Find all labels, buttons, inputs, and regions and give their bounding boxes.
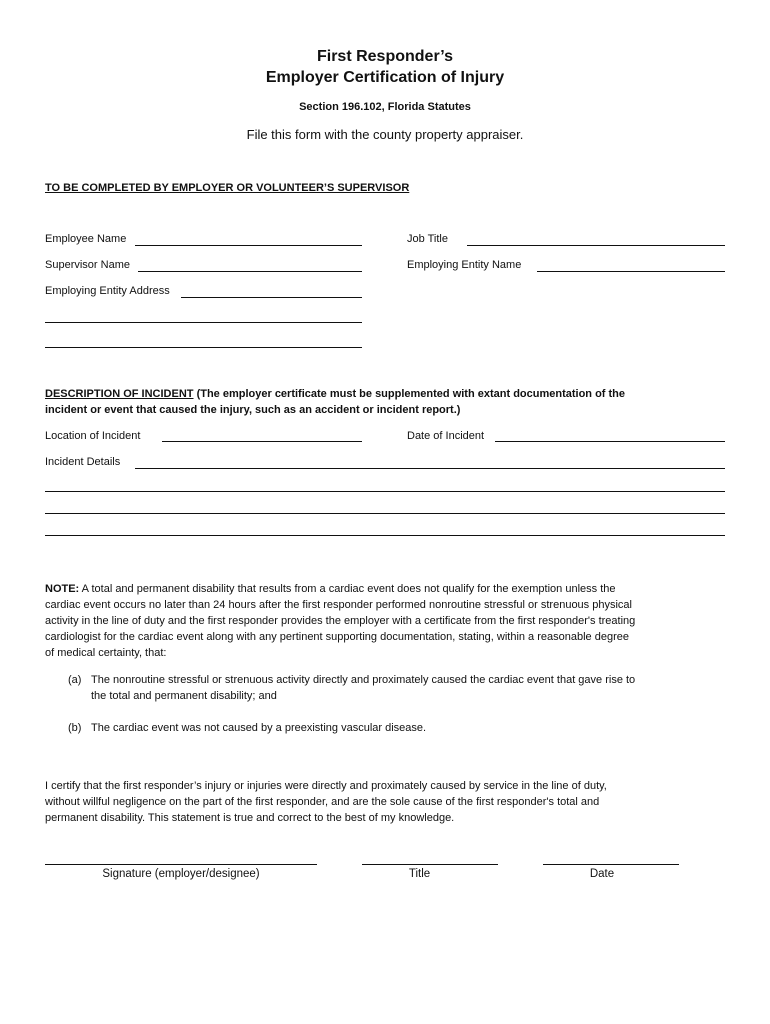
- employee-name-field[interactable]: [135, 245, 362, 246]
- certification-paragraph: [45, 778, 735, 826]
- employing-entity-address-field-3[interactable]: [45, 347, 362, 348]
- filing-instruction: File this form with the county property appraiser.: [246, 127, 524, 142]
- job-title-label: Job Title: [407, 233, 448, 245]
- note-line-1: A total and permanent disability that results from a cardiac event does not qualify for the exemption unless the: [79, 583, 616, 595]
- employing-entity-name-field[interactable]: [537, 271, 725, 272]
- employer-section-heading: TO BE COMPLETED BY EMPLOYER OR VOLUNTEER’S SUPERVISOR: [45, 182, 410, 194]
- employing-entity-name-label: Employing Entity Name: [407, 259, 522, 271]
- note-line-3: activity in the line of duty and the first responder provides the employer with a certificate from the first responder's treating: [45, 615, 636, 627]
- incident-details-field-3[interactable]: [45, 513, 725, 514]
- employing-entity-address-field-2[interactable]: [45, 322, 362, 323]
- incident-details-field-1[interactable]: [135, 468, 725, 469]
- incident-section-heading: [45, 388, 625, 400]
- date-caption: Date: [589, 868, 615, 880]
- incident-heading-underlined: DESCRIPTION OF INCIDENT: [45, 388, 194, 400]
- note-item-a-marker: (a): [68, 674, 82, 686]
- note-item-b: The cardiac event was not caused by a preexisting vascular disease.: [91, 722, 427, 734]
- supervisor-name-label: Supervisor Name: [45, 259, 130, 271]
- employee-name-label: Employee Name: [45, 233, 127, 245]
- date-of-incident-label: Date of Incident: [407, 430, 485, 442]
- title-field[interactable]: [362, 864, 498, 865]
- employing-entity-address-label: Employing Entity Address: [45, 285, 170, 297]
- certification-line-2: without willful negligence on the part of the first responder, and are the sole cause of the first responder's total and: [45, 796, 600, 808]
- certification-line-1: I certify that the first responder’s injury or injuries were directly and proximately caused by service in the line of duty,: [45, 780, 607, 792]
- signature-field[interactable]: [45, 864, 317, 865]
- statute-reference: Section 196.102, Florida Statutes: [299, 101, 471, 113]
- job-title-field[interactable]: [467, 245, 725, 246]
- title-caption: Title: [408, 868, 431, 880]
- date-of-incident-field[interactable]: [495, 441, 725, 442]
- note-line-4: cardiologist for the cardiac event along with any pertinent supporting documentation, stating, within a reasonable degree: [45, 631, 629, 643]
- note-item-b-marker: (b): [68, 722, 82, 734]
- note-line-5: of medical certainty, that:: [45, 647, 167, 659]
- form-title-line1: First Responder’s: [316, 48, 454, 65]
- date-field[interactable]: [543, 864, 679, 865]
- location-of-incident-field[interactable]: [162, 441, 362, 442]
- note-item-a-line-2: the total and permanent disability; and: [91, 690, 277, 702]
- incident-details-field-2[interactable]: [45, 491, 725, 492]
- incident-heading-line2: incident or event that caused the injury, such as an accident or incident report.): [45, 404, 461, 416]
- note-label: NOTE:: [45, 583, 80, 595]
- note-line-2: cardiac event occurs no later than 24 hours after the first responder performed nonroutine stressful or strenuous physical: [45, 599, 632, 611]
- incident-details-field-4[interactable]: [45, 535, 725, 536]
- supervisor-name-field[interactable]: [138, 271, 362, 272]
- location-of-incident-label: Location of Incident: [45, 430, 141, 442]
- certification-line-3: permanent disability. This statement is true and correct to the best of my knowledge.: [45, 812, 455, 824]
- note-item-a-line-1: The nonroutine stressful or strenuous activity directly and proximately caused the cardiac event that gave rise to: [91, 674, 636, 686]
- incident-details-label: Incident Details: [45, 456, 121, 468]
- note-paragraph: [45, 581, 735, 661]
- incident-heading-rest: (The employer certificate must be supplemented with extant documentation of the: [193, 388, 626, 400]
- form-title-line2: Employer Certification of Injury: [265, 69, 505, 86]
- employing-entity-address-field-1[interactable]: [181, 297, 362, 298]
- note-item-a: [91, 672, 731, 704]
- signature-caption: Signature (employer/designee): [102, 868, 260, 880]
